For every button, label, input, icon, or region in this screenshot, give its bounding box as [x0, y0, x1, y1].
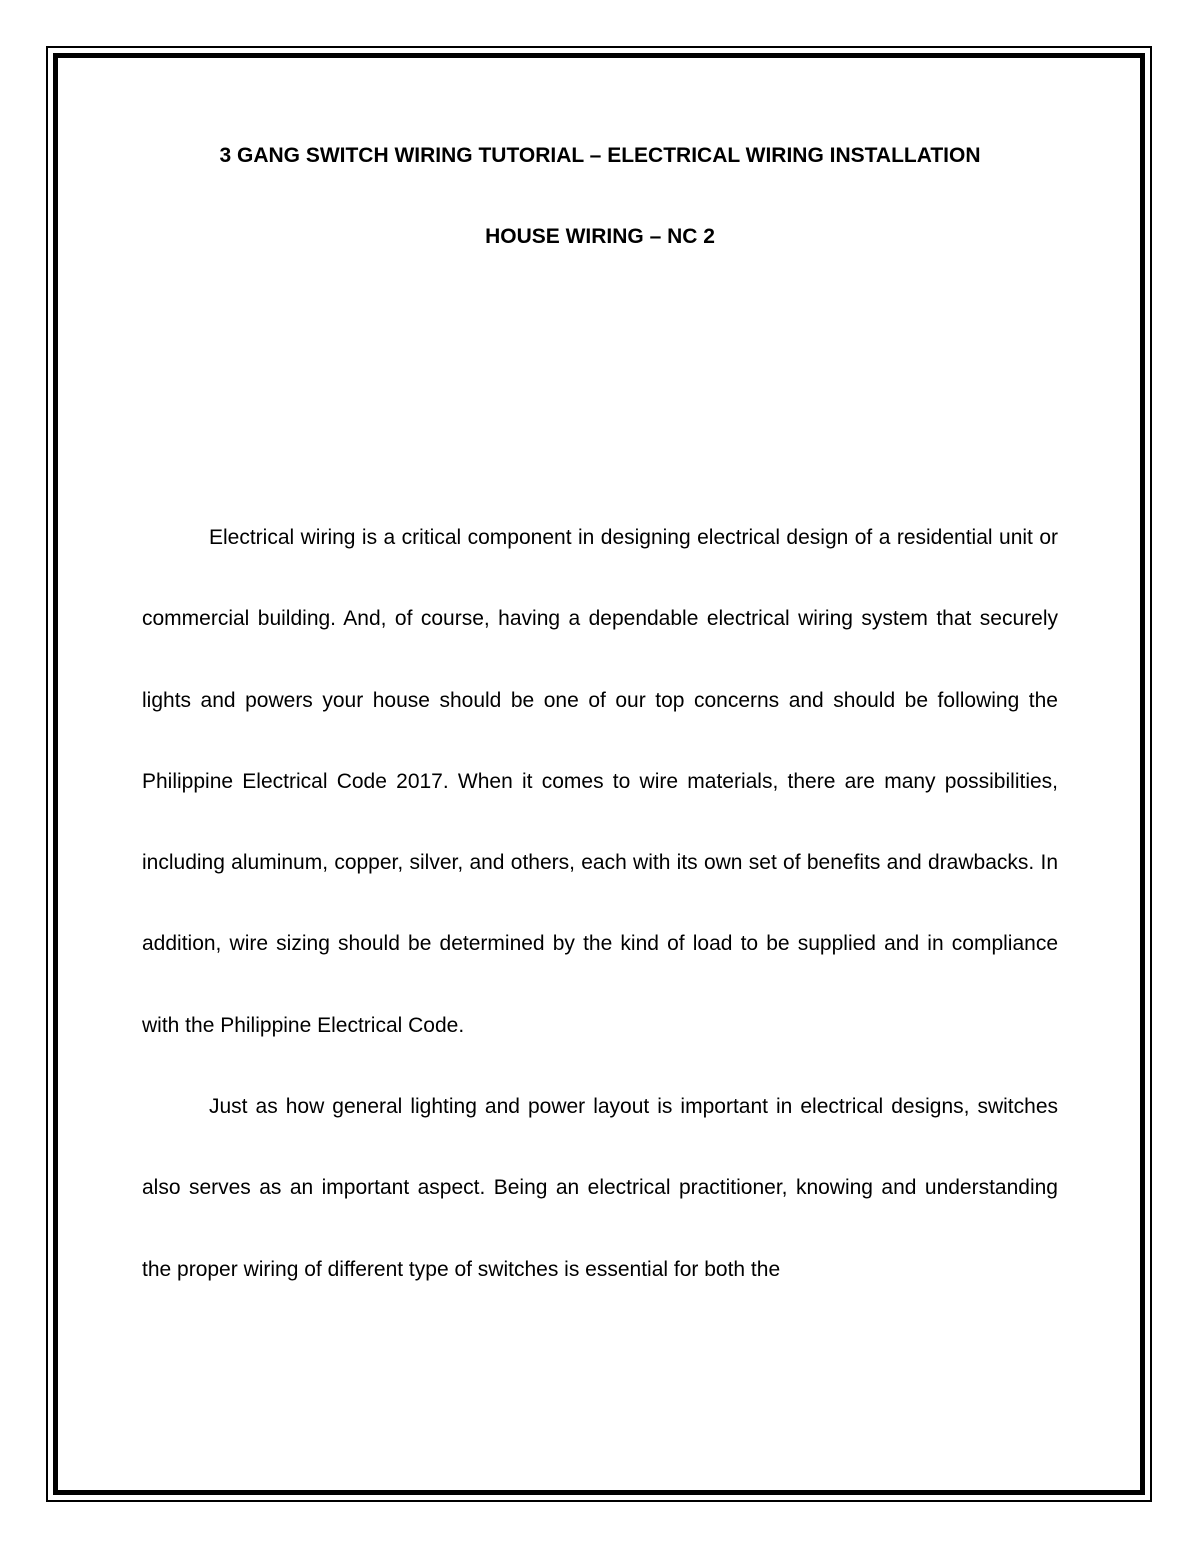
document-header [142, 138, 1058, 255]
paragraph-2: Just as how general lighting and power layout is important in electrical designs, switches also serves as an important aspect. Being an electrical practitioner, knowing and understanding the proper wiring of different type of switches is essential for both the [142, 1095, 1058, 1281]
document-title: 3 GANG SWITCH WIRING TUTORIAL – ELECTRICAL WIRING INSTALLATION [219, 144, 981, 167]
paragraph-1: Electrical wiring is a critical component in designing electrical design of a residential unit or commercial building. And, of course, having a dependable electrical wiring system that securely lights and powers your house should be one of our top concerns and should be following the Philippine Electrical Code 2017. When it comes to wire materials, there are many possibilities, including aluminum, copper, silver, and others, each with its own set of benefits and drawbacks. In addition, wire sizing should be determined by the kind of load to be supplied and in compliance with the Philippine Electrical Code. [142, 526, 1058, 1037]
document-subtitle: HOUSE WIRING – NC 2 [485, 225, 715, 248]
document-body [142, 497, 1058, 1310]
